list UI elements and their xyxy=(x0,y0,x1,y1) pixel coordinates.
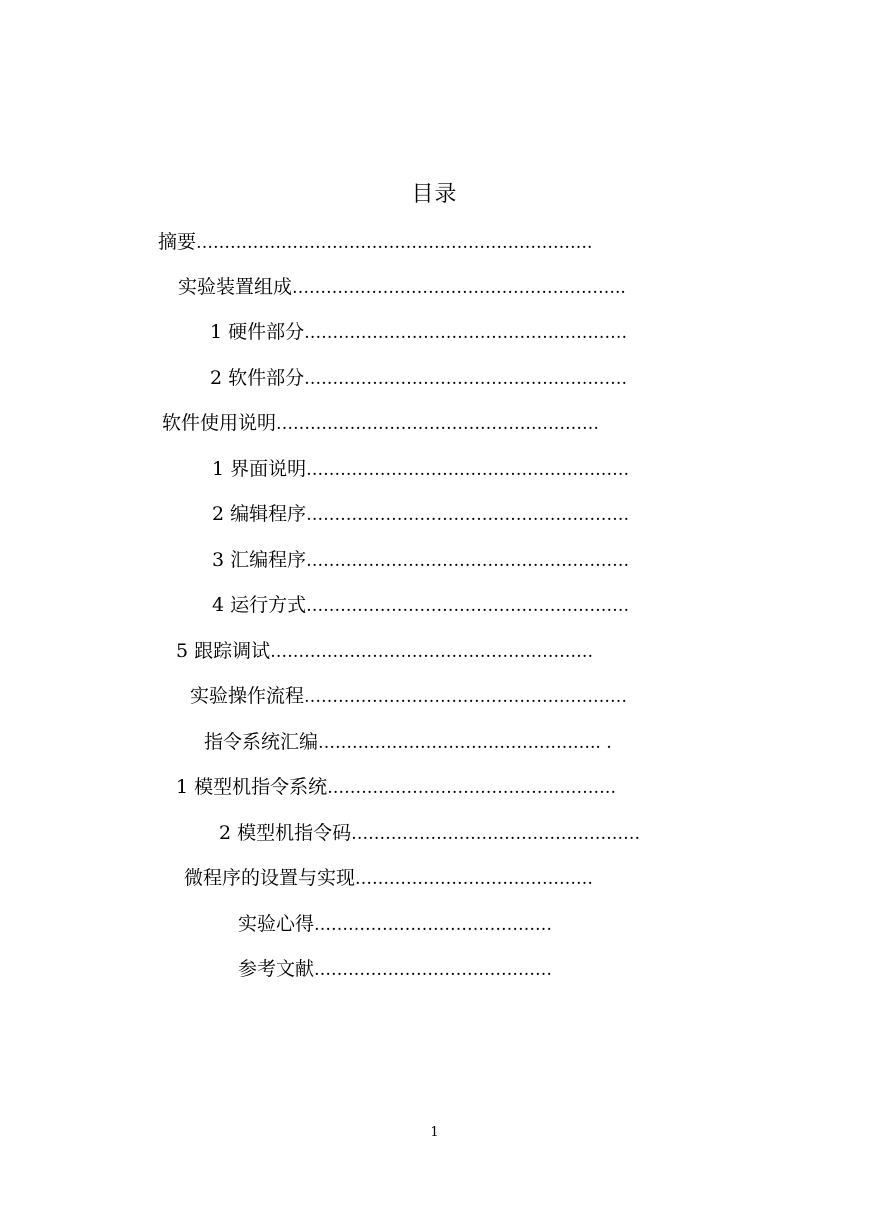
toc-entry-label: 2 模型机指令码 xyxy=(219,822,352,844)
toc-entry-label: 软件使用说明 xyxy=(162,412,277,434)
toc-entry-software-usage xyxy=(162,409,599,437)
toc-entry-label: 2 软件部分 xyxy=(210,367,305,389)
toc-entry-editing xyxy=(212,500,629,528)
toc-entry-leader: ………………………………………………… xyxy=(306,551,630,571)
toc-entry-leader: ………………………………………….. . xyxy=(318,733,612,753)
toc-entry-abstract xyxy=(158,228,592,256)
toc-entry-label: 1 模型机指令系统 xyxy=(176,776,328,798)
toc-entry-leader: ………………………………………………… xyxy=(270,642,594,662)
toc-entry-label: 3 汇编程序 xyxy=(212,549,307,571)
toc-entry-label: 4 运行方式 xyxy=(212,594,307,616)
toc-entry-leader: …………………………………………… xyxy=(327,778,617,798)
toc-entry-leader: ………………………………………………… xyxy=(276,414,600,434)
toc-entry-leader: ………………………………………………… xyxy=(304,369,628,389)
toc-entry-leader: ………………………………………………… xyxy=(304,323,628,343)
toc-entry-software xyxy=(210,364,627,392)
toc-entry-leader: …………………………………… xyxy=(355,869,594,889)
toc-entry-label: 2 编辑程序 xyxy=(212,503,307,525)
toc-entry-run-mode xyxy=(212,591,629,619)
toc-entry-reflections xyxy=(238,910,552,938)
toc-entry-assembling xyxy=(212,546,629,574)
toc-entry-leader: ………………………………………………… xyxy=(306,460,630,480)
toc-entry-leader: …………………………………………… xyxy=(351,824,641,844)
toc-entry-leader: ………………………………………………… xyxy=(306,596,630,616)
toc-entry-procedure xyxy=(190,682,627,710)
toc-entry-model-instructions xyxy=(176,773,616,801)
toc-entry-label: 微程序的设置与实现 xyxy=(184,867,356,889)
toc-entry-label: 实验装置组成 xyxy=(178,276,293,298)
toc-entry-label: 1 界面说明 xyxy=(212,458,307,480)
toc-entry-leader: …………………………………… xyxy=(314,915,553,935)
page-title: 目录 xyxy=(411,182,458,207)
toc-entry-interface xyxy=(212,455,629,483)
toc-entry-label: 实验心得 xyxy=(238,913,315,935)
toc-entry-leader: ………………………………………………….. xyxy=(292,278,626,298)
toc-entry-references xyxy=(238,955,552,983)
toc-entry-label: 1 硬件部分 xyxy=(210,321,305,343)
toc-entry-debugging xyxy=(176,637,593,665)
page-number: 1 xyxy=(430,1125,439,1140)
toc-entry-leader: …………………………………… xyxy=(314,960,553,980)
toc-entry-label: 5 跟踪调试 xyxy=(176,640,271,662)
toc-entry-apparatus xyxy=(178,273,626,301)
toc-entry-leader: ……………………………………………………………. xyxy=(196,233,593,253)
toc-entry-microprogram xyxy=(184,864,593,892)
toc-entry-instruction-set xyxy=(204,728,612,756)
toc-entry-label: 参考文献 xyxy=(238,958,315,980)
toc-entry-label: 摘要 xyxy=(158,231,197,253)
toc-entry-leader: ………………………………………………… xyxy=(306,505,630,525)
toc-entry-label: 实验操作流程 xyxy=(190,685,305,707)
toc-entry-leader: ………………………………………………… xyxy=(304,687,628,707)
toc-entry-hardware xyxy=(210,318,627,346)
toc-entry-model-codes xyxy=(219,819,640,847)
toc-entry-label: 指令系统汇编 xyxy=(204,731,319,753)
